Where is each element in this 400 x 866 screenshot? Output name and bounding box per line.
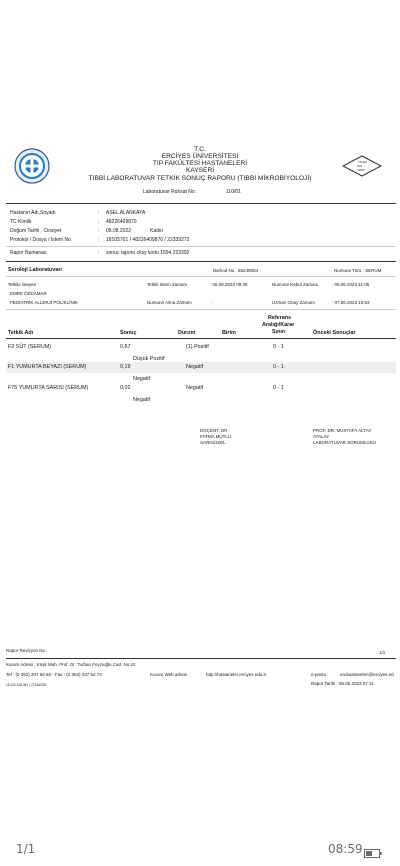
approval-time-label: Uzman Onay Zamanı [272, 300, 315, 305]
birth-date-colon: : [98, 228, 100, 234]
iso-badge-line-2: ISO [357, 164, 363, 168]
iso-badge-line-3: 9001 [358, 168, 365, 172]
row-2-test-name: F1 YUMURTA BEYAZI (SERUM) [8, 364, 87, 370]
clinic-name: PEDİATRİK ALLERJİ POLİKLİNİK [10, 300, 78, 305]
iso-badge [342, 155, 382, 177]
table-header-divider [6, 338, 396, 339]
row-1-result: 0,67 [120, 344, 131, 350]
signature-right-role: LABORATUVAR SORUMLUSU [313, 440, 376, 445]
contact-phone-fax: Tel : (0 352) 207 66 66 - Fax : (0 352) 437 52 73 [6, 672, 102, 677]
tc-id-value: 48226409870 [106, 219, 137, 225]
patient-top-divider [6, 203, 396, 204]
row-1-status: (1) Pozitif [186, 344, 209, 350]
sample-time-value: : [211, 300, 213, 305]
iso-badge-line-1: TS EN [358, 160, 367, 164]
university-name: ERCİYES ÜNİVERSİTESİ [161, 153, 239, 160]
document-code: 18.120.126.46 ( ) 2716423B [6, 683, 46, 687]
email-label: e-posta : [311, 672, 329, 677]
doctor-name: EMRE ÖZDAMAR [10, 291, 47, 296]
tc-id-label: TC Kimlik [10, 219, 32, 225]
revision-label: Rapor Revizyon No : [6, 648, 48, 653]
footer-divider [6, 658, 396, 659]
row-1-note: Düşük Pozitif [133, 356, 165, 362]
row-3-note: Negatif [133, 397, 151, 403]
signature-right-name: ATALAY [313, 434, 330, 439]
row-3-status: Negatif [186, 385, 204, 391]
license-number: 110/01 [226, 189, 241, 195]
email-link[interactable]: eruhastaneleri@erciyes.ed [340, 672, 394, 677]
patient-name-value: ASEL ALANKAYA [106, 210, 146, 216]
report-no-label: Rapor Numarası [10, 250, 47, 256]
battery-icon [364, 845, 382, 854]
row-2-note: Negatif [133, 376, 151, 382]
col-header-ref-3: Sınırı [272, 329, 286, 335]
col-header-result: Sonuç [120, 330, 137, 336]
birth-date-value: 05.08.2022 [106, 228, 132, 234]
request-time-label: Tetkik İstem Zamanı [147, 282, 188, 287]
row-3-result: 0,02 [120, 385, 131, 391]
row-3-test-name: F75 YUMURTA SARISI (SERUM) [8, 385, 89, 391]
birth-date-label: Doğum Tarihi , Cinsiyet [10, 228, 62, 234]
lab-divider [6, 276, 396, 277]
approval-time-value: : 07.06.2023 15:53 [332, 300, 370, 305]
web-label: Kurum Web adresi : [150, 672, 190, 677]
col-header-status: Durum [178, 330, 196, 336]
request-time-value: : 05.06.2023 09:38 [210, 282, 248, 287]
row-2-result: 0,19 [120, 364, 131, 370]
sample-time-label: Numune Alma Zamanı [147, 300, 192, 305]
report-date: Rapor Tarihi : 08.06.2023 07:11 [311, 681, 374, 686]
sample-type: Numune Türü : SERUM [334, 268, 382, 273]
footer-page-count: 1/1 [379, 650, 386, 655]
institution-address: Kurum Adresi : Köşk Mah. Prof. Dr. Turhan Feyzioğlu Cad. No:42 [6, 662, 136, 667]
country-label: T.C. [194, 146, 206, 153]
license-label: Laboratuvar Ruhsat No : [143, 189, 198, 195]
lab-name: Seroloji Laboratuvarı [8, 267, 62, 273]
patient-bottom-divider [6, 261, 396, 262]
report-title: TIBBİ LABORATUVAR TETKİK SONUÇ RAPORU (TIBBİ MİKROBİYOLOJİ) [88, 175, 312, 182]
col-header-unit: Birim [222, 330, 236, 336]
signature-left-title: DOÇENT. DR. [200, 428, 229, 433]
web-address-link[interactable]: http://hastaneler.erciyes.edu.tr [206, 672, 267, 677]
lab-bottom-divider [6, 309, 396, 310]
signature-right-title: PROF. DR. MUSTAFA ALTAY [313, 428, 372, 433]
signature-left-name: FATMA MUTLU [200, 434, 232, 439]
hospital-name: TIP FAKÜLTESİ HASTANELERİ [152, 160, 248, 167]
accept-time-label: Numune Kabul Zamanı [272, 282, 319, 287]
row-3-reference: 0 - 1 [273, 385, 284, 391]
requester-label: Tetkiki İsteyen : [8, 282, 39, 287]
viewer-page-indicator: 1/1 [16, 842, 36, 856]
signature-left-surname: SARIGÜZEL [200, 440, 226, 445]
col-header-ref-1: Referans [268, 315, 292, 321]
protocol-label: Protokol / Dosya / İstem No [10, 237, 71, 243]
patient-name-label: Hastanın Adı,Soyadı [10, 210, 56, 216]
patient-mid-divider [6, 246, 396, 247]
protocol-value: 18105761 / 48226409870 / 22339272 [106, 237, 190, 243]
city-name: KAYSERİ [185, 167, 215, 174]
status-time: 08:59 [328, 842, 363, 856]
gender-value: Kadın [150, 228, 164, 234]
report-no-value: sonuc raporu cksy kodu 1594.223392 [106, 250, 190, 256]
report-no-colon: : [98, 250, 100, 256]
col-header-previous: Önceki Sonuçlar [313, 330, 356, 336]
row-2-reference: 0 - 1 [273, 364, 284, 370]
barcode-no: Barkod No : 85249904 [213, 268, 259, 273]
patient-name-colon: : [98, 210, 100, 216]
accept-time-value: : 05.06.2023 11:05 [332, 282, 370, 287]
row-1-test-name: F2 SÜT (SERUM) [8, 344, 52, 350]
row-2-status: Negatif [186, 364, 204, 370]
protocol-colon: : [98, 237, 100, 243]
row-1-reference: 0 - 1 [273, 344, 284, 350]
col-header-test: Tetkik Adı [8, 330, 34, 336]
tc-id-colon: : [98, 219, 100, 225]
col-header-ref-2: Aralığı/Karar [262, 322, 295, 328]
